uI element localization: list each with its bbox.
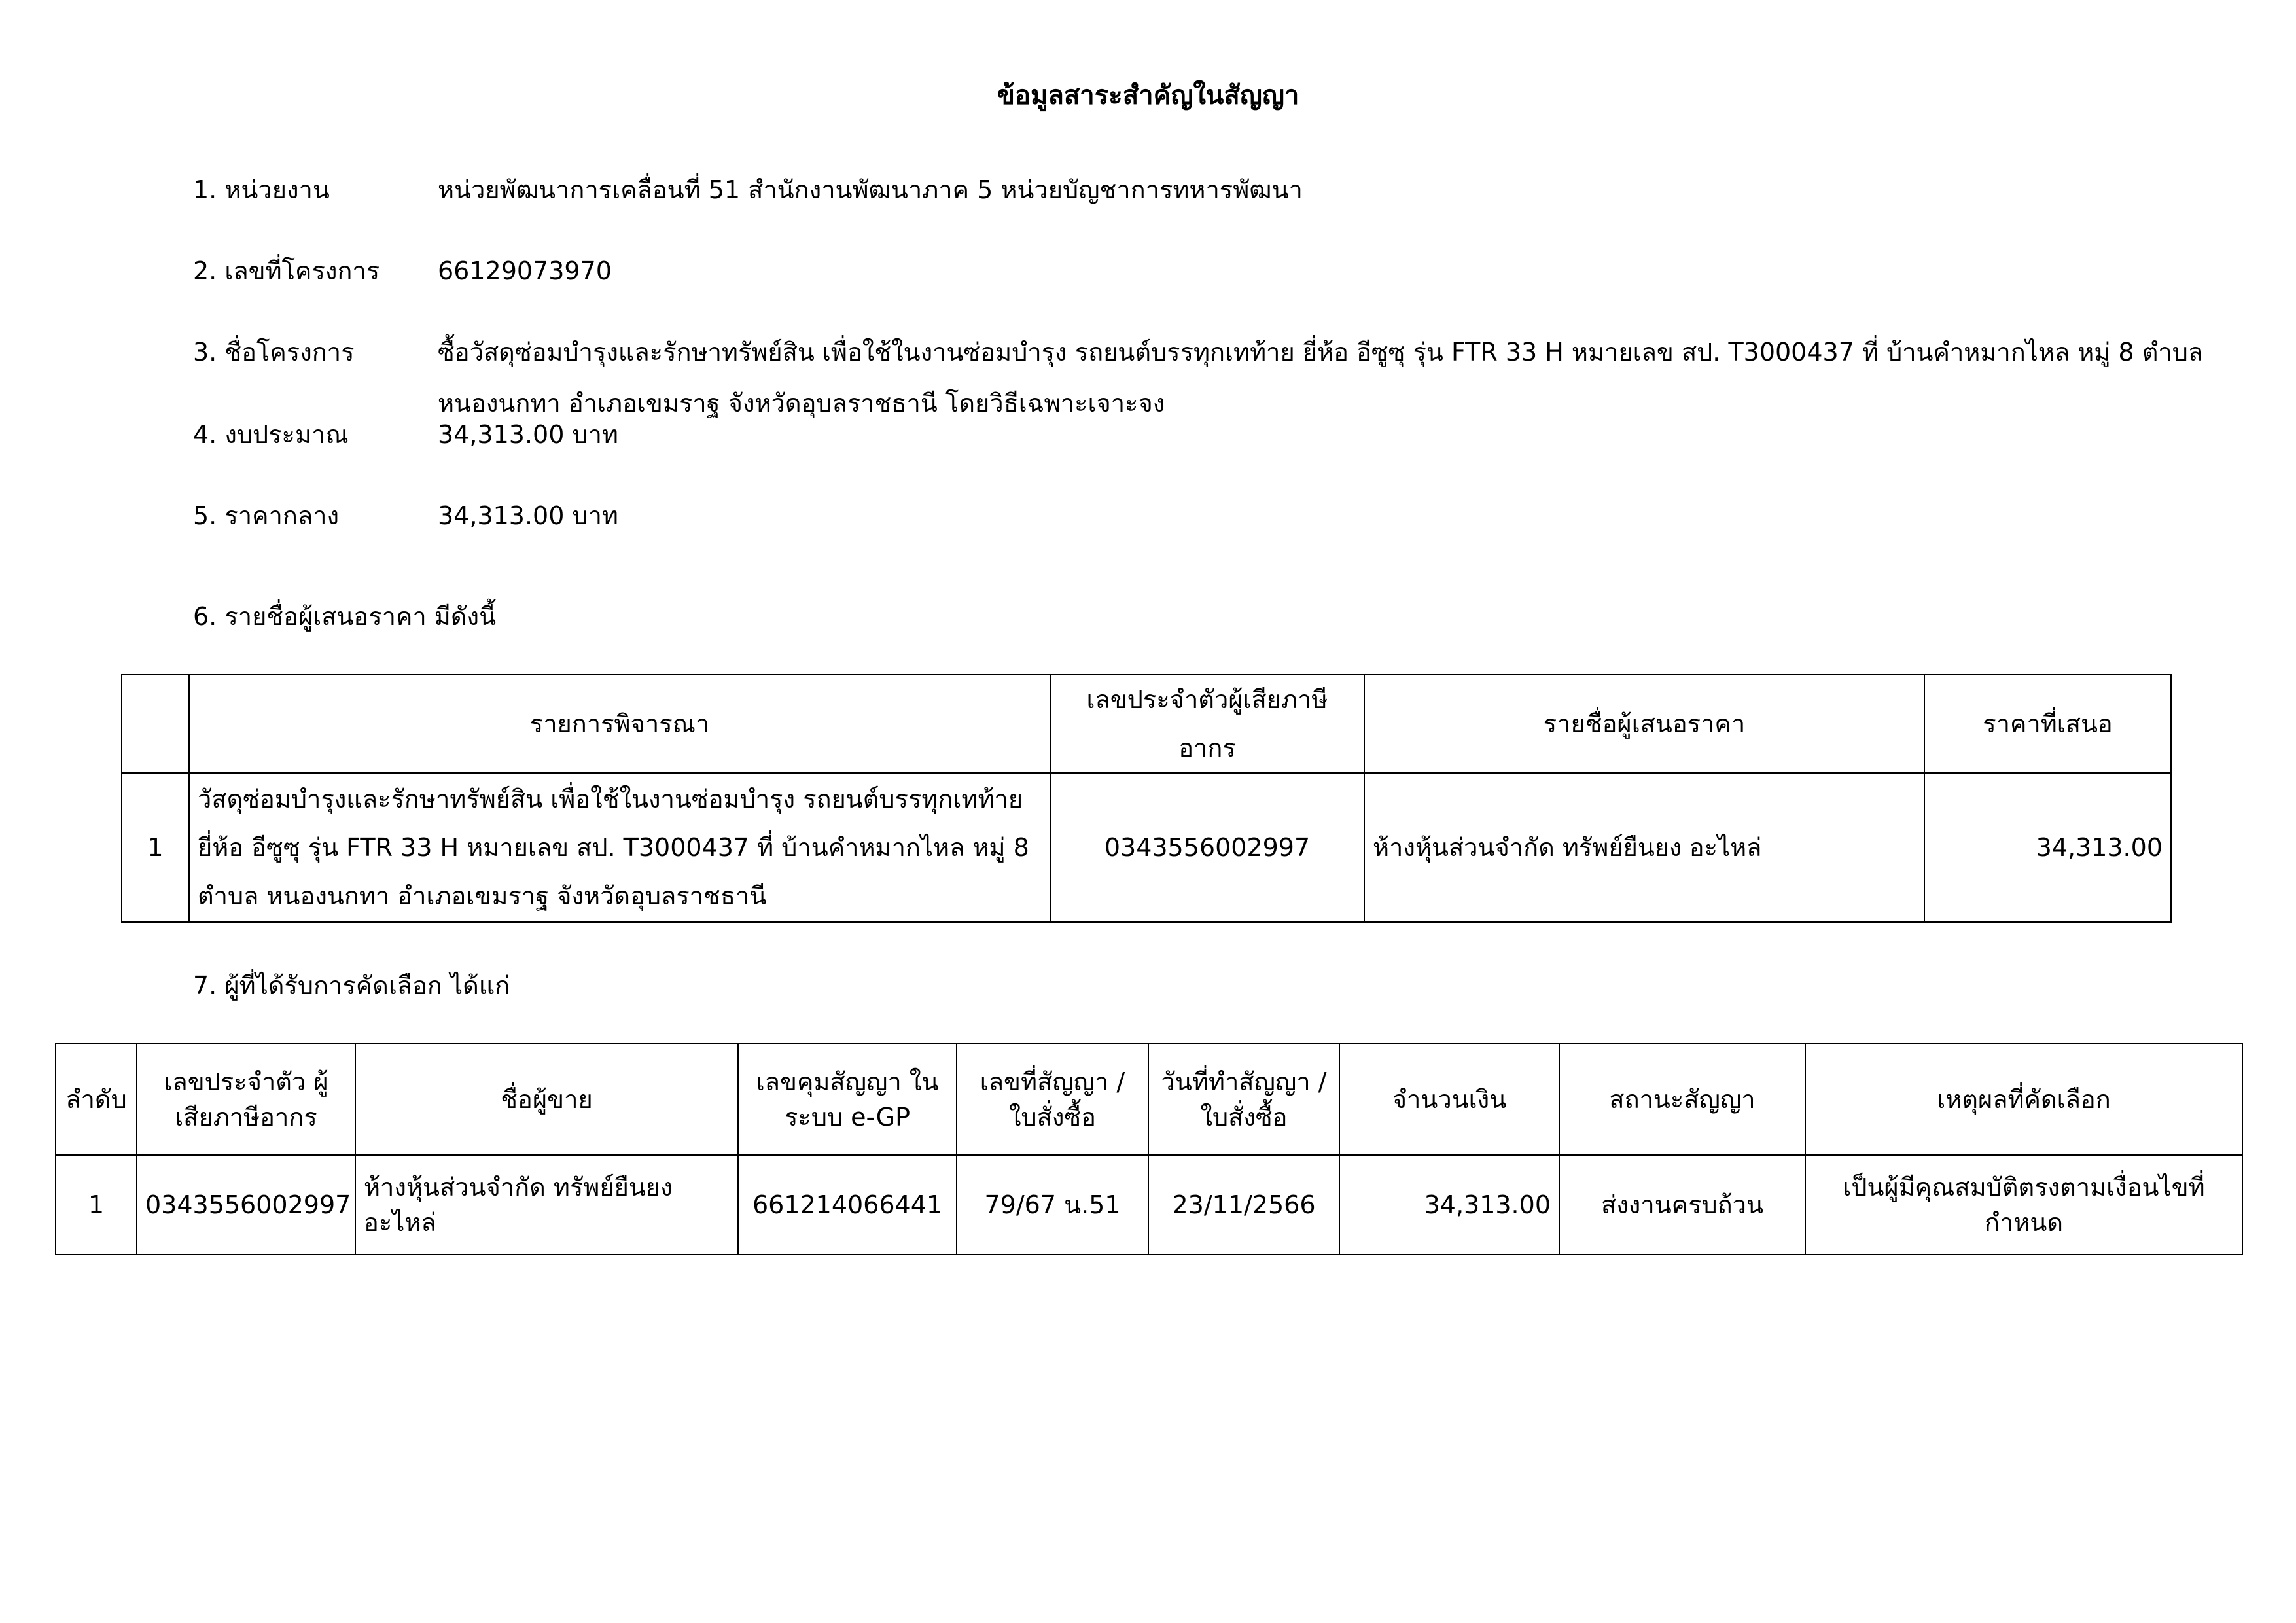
winner-egp-no: 661214066441 — [738, 1155, 957, 1255]
offers-table — [121, 674, 2172, 923]
offers-header-item: รายการพิจารณา — [189, 675, 1050, 773]
winners-header-tax-id: เลขประจำตัว ผู้เสียภาษีอากร — [137, 1044, 355, 1155]
offer-no: 1 — [122, 773, 189, 922]
winner-seller: ห้างหุ้นส่วนจำกัด ทรัพย์ยืนยง อะไหล่ — [355, 1155, 738, 1255]
winner-no: 1 — [56, 1155, 137, 1255]
winner-reason: เป็นผู้มีคุณสมบัติตรงตามเงื่อนไขที่กำหนด — [1805, 1155, 2242, 1255]
winners-header-contract-date: วันที่ทำสัญญา / ใบสั่งซื้อ — [1148, 1044, 1339, 1155]
project-name-value: ซื้อวัสดุซ่อมบำรุงและรักษาทรัพย์สิน เพื่อใช้ในงานซ่อมบำรุง รถยนต์บรรทุกเทท้าย ยี่ห้อ อีซูซุ รุ่น FTR 33 H หมายเลข สป. T3000437 ที่ บ้านคำหมากไหล หมู่ 8 ตำบลหนองนกทา อำเภอเขมราฐ จังหวัดอุบลราชธานี โดยวิธีเฉพาะเจาะจง — [438, 338, 2204, 418]
median-price-value: 34,313.00 บาท — [438, 501, 618, 530]
offers-header-tax-id: เลขประจำตัวผู้เสียภาษีอากร — [1050, 675, 1364, 773]
agency-label: 1. หน่วยงาน — [193, 175, 330, 204]
winners-header-amount: จำนวนเงิน — [1339, 1044, 1559, 1155]
offers-header-row — [122, 675, 2171, 773]
table-row — [122, 773, 2171, 922]
winners-header-no: ลำดับ — [56, 1044, 137, 1155]
winners-header-row — [56, 1044, 2242, 1155]
budget-label: 4. งบประมาณ — [193, 420, 349, 449]
offer-bidder: ห้างหุ้นส่วนจำกัด ทรัพย์ยืนยง อะไหล่ — [1364, 773, 1924, 922]
offers-header-bidder: รายชื่อผู้เสนอราคา — [1364, 675, 1924, 773]
offers-heading: 6. รายชื่อผู้เสนอราคา มีดังนี้ — [193, 602, 497, 631]
document-title: ข้อมูลสาระสำคัญในสัญญา — [997, 80, 1299, 111]
median-price-label: 5. ราคากลาง — [193, 501, 340, 530]
project-number-value: 66129073970 — [438, 257, 612, 285]
winners-header-egp-no: เลขคุมสัญญา ในระบบ e-GP — [738, 1044, 957, 1155]
winners-header-seller: ชื่อผู้ขาย — [355, 1044, 738, 1155]
winner-contract-date: 23/11/2566 — [1148, 1155, 1339, 1255]
offers-header-no — [122, 675, 189, 773]
winner-status: ส่งงานครบถ้วน — [1559, 1155, 1805, 1255]
project-number-label: 2. เลขที่โครงการ — [193, 257, 380, 285]
offer-tax-id: 0343556002997 — [1050, 773, 1364, 922]
table-row — [56, 1155, 2242, 1255]
winner-contract-no: 79/67 น.51 — [957, 1155, 1148, 1255]
winner-amount: 34,313.00 — [1339, 1155, 1559, 1255]
budget-value: 34,313.00 บาท — [438, 420, 618, 449]
offer-item: วัสดุซ่อมบำรุงและรักษาทรัพย์สิน เพื่อใช้ในงานซ่อมบำรุง รถยนต์บรรทุกเทท้าย ยี่ห้อ อีซูซุ รุ่น FTR 33 H หมายเลข สป. T3000437 ที่ บ้านคำหมากไหล หมู่ 8 ตำบล หนองนกทา อำเภอเขมราฐ จังหวัดอุบลราชธานี — [189, 773, 1050, 922]
winners-header-contract-no: เลขที่สัญญา / ใบสั่งซื้อ — [957, 1044, 1148, 1155]
winners-table — [55, 1043, 2243, 1255]
winners-header-reason: เหตุผลที่คัดเลือก — [1805, 1044, 2242, 1155]
offer-price: 34,313.00 — [1924, 773, 2171, 922]
offers-header-price: ราคาที่เสนอ — [1924, 675, 2171, 773]
agency-value: หน่วยพัฒนาการเคลื่อนที่ 51 สำนักงานพัฒนาภาค 5 หน่วยบัญชาการทหารพัฒนา — [438, 175, 1303, 204]
project-name-label: 3. ชื่อโครงการ — [193, 338, 355, 366]
winners-header-status: สถานะสัญญา — [1559, 1044, 1805, 1155]
winners-heading: 7. ผู้ที่ได้รับการคัดเลือก ได้แก่ — [193, 971, 510, 1000]
winner-tax-id: 0343556002997 — [137, 1155, 355, 1255]
